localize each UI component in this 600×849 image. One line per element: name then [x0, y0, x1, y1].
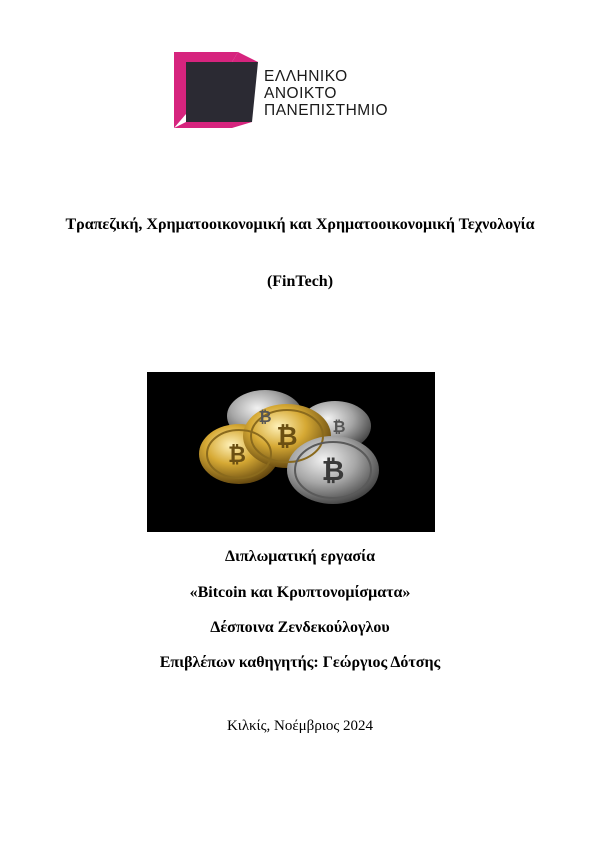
- logo-line-2: ΑΝΟΙΚΤΟ: [264, 85, 337, 102]
- logo-line-1: ΕΛΛΗΝΙΚΟ: [264, 68, 348, 85]
- logo-line-3: ΠΑΝΕΠΙΣΤΗΜΙΟ: [264, 102, 389, 119]
- bitcoin-coins-image: [147, 372, 435, 532]
- thesis-title: «Bitcoin και Κρυπτονομίσματα»: [189, 584, 411, 601]
- thesis-author: Δέσποινα Ζενδεκούλογλου: [210, 619, 390, 636]
- thesis-supervisor: Επιβλέπων καθηγητής: Γεώργιος Δότσης: [159, 654, 441, 671]
- logo-mark-icon: [172, 50, 262, 130]
- svg-text:₿: ₿: [332, 417, 346, 436]
- program-title: Τραπεζική, Χρηματοοικονομική και Χρηματοοικονομική Τεχνολογία: [65, 216, 535, 233]
- place-date: Κιλκίς, Νοέμβριος 2024: [226, 718, 374, 734]
- program-abbreviation: (FinTech): [266, 273, 334, 290]
- svg-text:₿: ₿: [258, 407, 272, 426]
- logo-wordmark: [264, 68, 388, 119]
- thesis-type: Διπλωματική εργασία: [224, 548, 376, 565]
- svg-text:₿: ₿: [321, 454, 345, 487]
- svg-text:₿: ₿: [276, 422, 298, 452]
- university-logo: [172, 50, 412, 130]
- svg-text:₿: ₿: [228, 443, 246, 468]
